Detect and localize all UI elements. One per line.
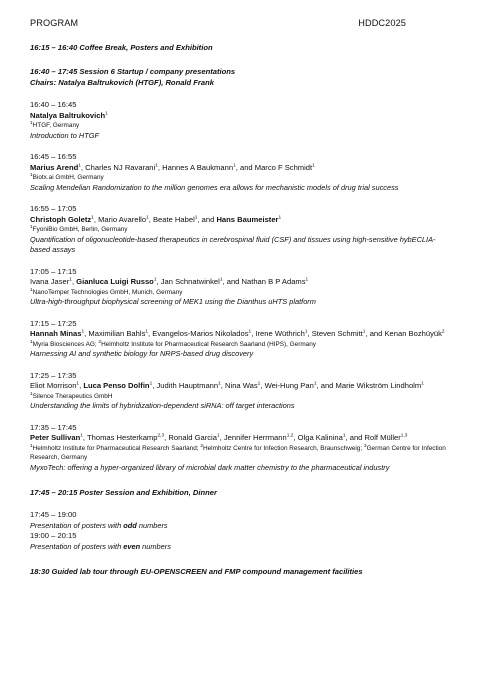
author xyxy=(30,215,94,224)
author-affiliation-mark: 1 xyxy=(233,162,236,168)
author-affiliation-mark: 1,2 xyxy=(286,433,294,439)
affiliation-mark: 1 xyxy=(30,224,33,230)
affiliation-mark: 1 xyxy=(30,443,33,449)
poster-slot-time: 17:45 – 19:00 xyxy=(30,510,77,519)
author-name: Hans Baumeister xyxy=(216,214,279,224)
talk-time: 17:25 – 17:35 xyxy=(30,370,77,380)
author-affiliation-mark: 1 xyxy=(248,329,252,335)
author-affiliation-mark: 1 xyxy=(80,433,83,439)
author-name: Marius Arend xyxy=(30,162,79,172)
talk-title: Ultra-high-throughput biophysical screening of MEK1 using the Dianthus uHTS platform xyxy=(30,297,316,306)
talk-list xyxy=(30,100,446,473)
poster-suffix: numbers xyxy=(136,520,168,530)
talk-authors: Christoph Goletz$^1$, Mario Avarello$^1$, Beate Habel$^1$, and Hans Baumeister$^1$ xyxy=(30,214,282,224)
author-name: Hannes A Baukmann xyxy=(162,162,234,172)
author xyxy=(240,163,315,172)
affiliation-text: Helmholtz Institute for Pharmaceutical Research Saarland; xyxy=(32,444,201,452)
author-affiliation-mark: 1 xyxy=(312,162,315,168)
author-affiliation-mark: 1 xyxy=(145,329,149,335)
author xyxy=(168,433,219,442)
poster-prefix: Presentation of posters with xyxy=(30,520,124,530)
author xyxy=(224,433,294,442)
author-name: Steven Schmitt xyxy=(311,329,363,338)
talk-authors: Hannah Minas$^1$, Maximilian Bahls$^1$, Evangelos-Marios Nikolados$^1$, Irene Wüthrich$^1$, Steven Schmitt$^1$, and Kenan Bozhüyük$^2$ xyxy=(30,329,445,338)
affiliation-mark: 1 xyxy=(30,391,33,397)
author xyxy=(76,277,156,286)
author-affiliation-mark: 2,3 xyxy=(157,433,165,439)
affiliation-text: Biotx.ai GmbH, Germany xyxy=(32,174,104,181)
author-affiliation-mark: 1 xyxy=(105,110,108,116)
author xyxy=(156,381,220,390)
poster-prefix: Presentation of posters with xyxy=(30,541,124,551)
author xyxy=(30,163,81,172)
author xyxy=(85,163,158,172)
author xyxy=(321,381,424,390)
author-name: Christoph Goletz xyxy=(30,214,92,224)
talk-authors: Eliot Morrison$^1$, Luca Penso Dolfin$^1$, Judith Hauptmann$^1$, Nina Was$^1$, Wei-Hung Pan$^1$, and Marie Wikström Lindholm$^1$ xyxy=(30,381,424,390)
author-name: Judith Hauptmann xyxy=(156,381,219,390)
author xyxy=(202,215,282,224)
author-name: Maximilian Bahls xyxy=(88,329,146,338)
author-name: Gianluca Luigi Russo xyxy=(76,277,154,286)
talk-authors xyxy=(30,111,446,122)
header-program: PROGRAM xyxy=(30,18,79,28)
author xyxy=(265,381,317,390)
affiliation-mark: 2 xyxy=(200,443,203,449)
talk-title: Quantification of oligonucleotide-based therapeutics in cerebrospinal fluid (CSF) and tissues using high-sensitive hybECLIA-based assays xyxy=(30,234,436,254)
author xyxy=(83,381,152,390)
author-affiliation-mark: 1 xyxy=(194,214,198,220)
author-affiliation-mark: 1 xyxy=(278,214,282,220)
author-conjunction: and xyxy=(201,214,217,224)
author-affiliation-mark: 1 xyxy=(304,329,308,335)
talk-title: Harnessing AI and synthetic biology for NRPS-based drug discovery xyxy=(30,349,254,358)
author-affiliation-mark: 1 xyxy=(91,214,94,220)
author-name: Peter Sullivan xyxy=(30,433,81,442)
author-affiliation-mark: 1 xyxy=(342,433,346,439)
author-affiliation-mark: 1 xyxy=(146,214,149,220)
author-name: and Marco F Schmidt xyxy=(239,162,313,172)
talk-title: MyxoTech: offering a hyper-organized library of microbial dark matter chemistry to the pharmaceutical industry xyxy=(30,462,390,472)
poster-slot-time: 19:00 – 20:15 xyxy=(30,531,77,540)
session-6-heading xyxy=(30,66,446,88)
talk-entry xyxy=(30,100,446,141)
lab-tour-heading: 18:30 Guided lab tour through EU-OPENSCREEN and FMP compound management facilities xyxy=(30,567,363,576)
session-chairs: Chairs: Natalya Baltrukovich (HTGF), Ronald Frank xyxy=(30,78,214,87)
affiliation-text: Myria Biosciences AG; xyxy=(32,340,99,348)
author-name: Nina Was xyxy=(225,381,258,390)
talk-time: 16:55 – 17:05 xyxy=(30,204,77,213)
page-header xyxy=(30,18,446,28)
affiliation-mark: 1 xyxy=(30,339,33,345)
talk-affiliations xyxy=(30,340,446,350)
author xyxy=(161,277,223,286)
affiliation-text: Silence Therapeutics GmbH xyxy=(32,392,113,400)
coffee-break-heading: 16:15 – 16:40 Coffee Break, Posters and Exhibition xyxy=(30,43,213,52)
poster-slot-description xyxy=(30,521,446,532)
affiliation-mark: 2 xyxy=(98,339,102,345)
poster-parity: even xyxy=(123,541,141,551)
author-name: Beate Habel xyxy=(152,214,195,224)
author-name: Ronald Garcia xyxy=(168,433,217,442)
author xyxy=(30,111,108,120)
author-affiliation-mark: 1 xyxy=(219,277,223,283)
affiliation-text: HTGF, Germany xyxy=(32,122,80,129)
talk-time: 17:05 – 17:15 xyxy=(30,266,77,276)
author xyxy=(30,329,84,338)
affiliation-mark: 1 xyxy=(30,287,33,293)
author-affiliation-mark: 1 xyxy=(76,381,80,387)
author-name: Ivana Jaser xyxy=(30,277,70,286)
talk-entry xyxy=(30,319,446,360)
author xyxy=(30,277,72,286)
author-affiliation-mark: 1 xyxy=(313,381,317,387)
author xyxy=(30,433,83,442)
author-name: Jennifer Herrmann xyxy=(223,433,287,442)
author-name: and Kenan Bozhüyük xyxy=(369,329,442,338)
poster-slots xyxy=(30,510,446,552)
affiliation-text: Helmholtz Institute for Pharmaceutical Research Saarland (HIPS), Germany xyxy=(101,340,316,348)
author xyxy=(370,329,445,338)
header-conference: HDDC2025 xyxy=(358,18,406,28)
talk-authors: Marius Arend$^1$, Charles NJ Ravarani$^1$, Hannes A Baukmann$^1$, and Marco F Schmidt$^1$ xyxy=(30,162,315,172)
talk-title: Introduction to HTGF xyxy=(30,130,100,140)
author-name: and Nathan B P Adams xyxy=(226,277,306,286)
author xyxy=(153,215,197,224)
author-name: Natalya Baltrukovich xyxy=(30,110,106,120)
author xyxy=(255,329,307,338)
talk-title: Scaling Mendelian Randomization to the million genomes era allows for mechanistic models of drug trial success xyxy=(30,182,399,192)
author-name: Mario Avarello xyxy=(98,214,147,224)
talk-affiliations xyxy=(30,225,446,235)
author xyxy=(152,329,251,338)
author-name: Wei-Hung Pan xyxy=(264,381,314,390)
author xyxy=(225,381,260,390)
author-affiliation-mark: 1 xyxy=(362,329,366,335)
author-affiliation-mark: 1 xyxy=(305,277,309,283)
talk-affiliations xyxy=(30,173,446,183)
affiliation-mark: 1 xyxy=(30,172,33,178)
author xyxy=(227,277,308,286)
author-name: Olga Kalinina xyxy=(297,433,343,442)
author-name: Evangelos-Marios Nikolados xyxy=(152,329,249,338)
talk-affiliations xyxy=(30,392,446,402)
talk-entry xyxy=(30,152,446,193)
author-name: Charles NJ Ravarani xyxy=(85,162,156,172)
talk-time: 17:35 – 17:45 xyxy=(30,422,77,432)
talk-authors: Peter Sullivan$^1$, Thomas Hesterkamp$^{2,3}$, Ronald Garcia$^1$, Jennifer Herrmann$^{1,2}$, Olga Kalinina$^1$, and Rolf Müller$^{1,3}$ xyxy=(30,433,408,442)
author-affiliation-mark: 1,3 xyxy=(400,433,408,439)
author xyxy=(98,215,149,224)
author xyxy=(162,163,236,172)
author-affiliation-mark: 1 xyxy=(421,381,424,387)
author xyxy=(30,381,79,390)
author-name: Jan Schnatwinkel xyxy=(160,277,220,286)
author-affiliation-mark: 1 xyxy=(216,433,220,439)
author-affiliation-mark: 1 xyxy=(257,381,261,387)
author-affiliation-mark: 1 xyxy=(153,277,157,283)
author xyxy=(88,329,148,338)
talk-authors: Ivana Jaser$^1$, Gianluca Luigi Russo$^1$, Jan Schnatwinkel$^1$, and Nathan B P Adams$^1$ xyxy=(30,277,309,286)
author-affiliation-mark: 1 xyxy=(78,162,81,168)
author-name: Luca Penso Dolfin xyxy=(83,381,150,390)
author-affiliation-mark: 1 xyxy=(149,381,153,387)
author-name: Thomas Hesterkamp xyxy=(87,433,158,442)
affiliation-text: NanoTemper Technologies GmbH, Munich, Germany xyxy=(32,288,183,296)
talk-affiliations xyxy=(30,288,446,298)
talk-time: 16:45 – 16:55 xyxy=(30,152,77,161)
author-affiliation-mark: 1 xyxy=(218,381,221,387)
author xyxy=(312,329,366,338)
affiliation-text: Helmholtz Centre for Infection Research, Braunschweig; xyxy=(203,444,364,452)
author-name: Hannah Minas xyxy=(30,329,82,338)
author-name: Eliot Morrison xyxy=(30,381,77,390)
author-name: Irene Wüthrich xyxy=(255,329,305,338)
talk-affiliations xyxy=(30,444,446,463)
affiliation-mark: 1 xyxy=(30,120,33,126)
author-affiliation-mark: 2 xyxy=(441,329,445,335)
author xyxy=(298,433,346,442)
author-affiliation-mark: 1 xyxy=(81,329,85,335)
poster-session xyxy=(30,487,446,552)
author-name: and Marie Wikström Lindholm xyxy=(320,381,422,390)
session-title: 16:40 – 17:45 Session 6 Startup / company presentations xyxy=(30,67,236,76)
author-name: and Rolf Müller xyxy=(349,433,401,442)
talk-entry xyxy=(30,371,446,412)
author-affiliation-mark: 1 xyxy=(155,162,158,168)
affiliation-text: German Centre for Infection Research, Germany xyxy=(30,444,446,461)
author xyxy=(350,433,408,442)
affiliation-text: FyoniBio GmbH, Berlin, Germany xyxy=(32,226,128,233)
talk-entry xyxy=(30,267,446,308)
talk-time: 17:15 – 17:25 xyxy=(30,318,77,328)
affiliation-mark: 3 xyxy=(363,443,367,449)
poster-session-title: 17:45 – 20:15 Poster Session and Exhibition, Dinner xyxy=(30,488,217,497)
poster-parity: odd xyxy=(123,520,137,530)
author-affiliation-mark: 1 xyxy=(69,277,72,283)
poster-slot-description xyxy=(30,542,446,553)
talk-entry xyxy=(30,423,446,474)
talk-entry xyxy=(30,204,446,256)
author xyxy=(87,433,164,442)
talk-affiliations xyxy=(30,121,446,131)
poster-suffix: numbers xyxy=(140,541,171,551)
talk-time: 16:40 – 16:45 xyxy=(30,100,77,109)
talk-title: Understanding the limits of hybridization-dependent siRNA: off target interactions xyxy=(30,401,295,410)
